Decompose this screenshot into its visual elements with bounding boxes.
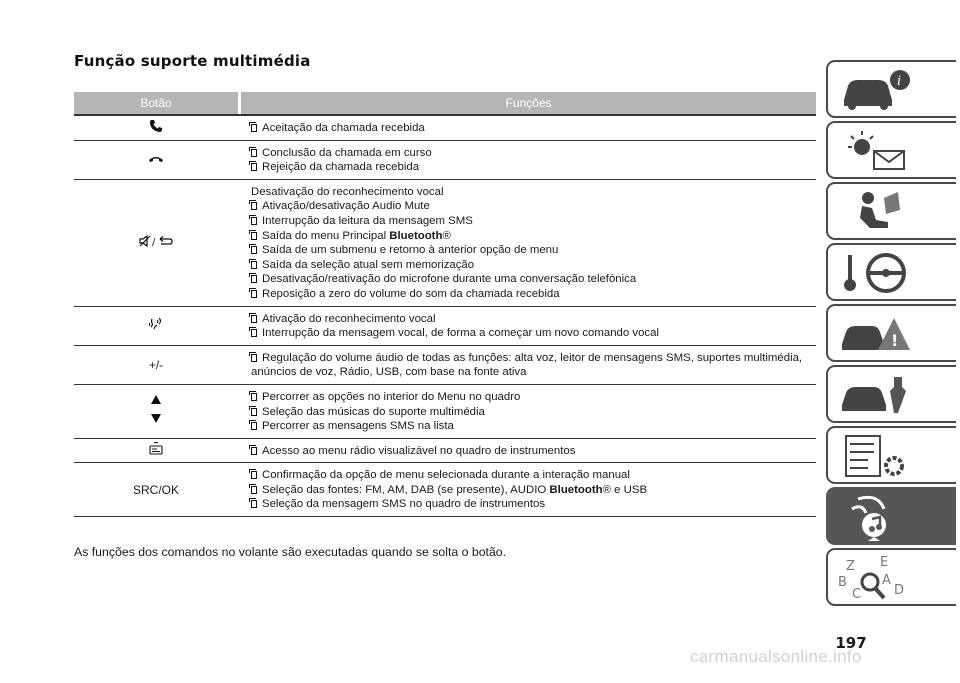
chapter-tab[interactable] [826,121,956,179]
function-text: Saída do menu Principal [262,229,390,242]
functions-cell [238,346,816,384]
phone-accept-icon [149,119,163,136]
function-line [251,229,816,244]
bullet-icon [251,447,257,455]
function-text: Saída de um submenu e retorno à anterior opção de menu [262,244,559,257]
function-line [251,121,816,136]
bullet-icon [251,275,257,283]
page-number: 197 [835,634,867,652]
bluetooth-label: Bluetooth [549,483,603,496]
bullet-icon [251,124,257,132]
svg-text:A: A [882,573,891,588]
bullet-icon [251,163,257,171]
function-line [251,468,816,483]
bullet-icon [251,329,257,337]
function-text: Percorrer as mensagens SMS na lista [262,420,454,433]
functions-cell [238,141,816,179]
function-line [251,419,816,434]
svg-text:E: E [880,555,889,570]
button-label: +/- [148,357,164,372]
function-line [251,312,816,327]
function-text: Interrupção da leitura da mensagem SMS [262,214,473,227]
table-row [74,384,816,438]
function-line [251,199,816,214]
bullet-icon [251,261,257,269]
function-text: Ativação do reconhecimento vocal [262,312,436,325]
function-text: Conclusão da chamada em curso [262,146,432,159]
radio-display-icon [148,442,164,459]
chapter-tab[interactable] [826,426,956,484]
table-row [74,114,816,140]
function-line [251,483,816,498]
function-text: Rejeição da chamada recebida [262,161,420,174]
arrows-up-down-icon [150,393,162,430]
button-cell [74,141,238,179]
functions-cell [238,116,816,140]
function-line [251,351,816,380]
button-cell [74,385,238,438]
functions-cell [238,385,816,438]
svg-text:/: / [152,237,156,249]
bullet-icon [251,149,257,157]
function-line [251,243,816,258]
page-title: Função suporte multimédia [74,52,311,70]
bullet-icon [251,393,257,401]
bullet-icon [251,202,257,210]
phone-hangup-icon [148,153,164,167]
chapter-tab[interactable] [826,182,956,240]
button-label: SRC/OK [132,482,179,497]
table-row [74,462,816,516]
function-line [251,497,816,512]
function-text: Interrupção da mensagem vocal, de forma a começar um novo comando vocal [262,327,659,340]
table-row [74,345,816,384]
button-cell [74,439,238,463]
voice-command-icon [148,317,164,335]
bullet-icon [251,354,257,362]
functions-cell [238,180,816,306]
table-row [74,438,816,463]
button-cell [74,180,238,306]
function-text: Seleção das músicas do suporte multimédia [262,405,485,418]
button-cell [74,116,238,140]
function-line [251,287,816,302]
svg-text:D: D [894,583,905,598]
mute-return-icon [139,234,173,251]
function-line [251,326,816,341]
bullet-icon [251,217,257,225]
button-cell [74,346,238,384]
bluetooth-label: Bluetooth [389,229,443,242]
svg-text:Z: Z [846,559,855,574]
table-header [74,92,816,114]
multimedia-controls-table [74,92,816,517]
bullet-icon [251,408,257,416]
bullet-icon [251,422,257,430]
function-line [251,405,816,420]
svg-text:!: ! [891,331,899,350]
function-text: Percorrer as opções no interior do Menu no quadro [262,390,521,403]
table-row [74,179,816,306]
header-button-column: Botão [74,92,238,114]
bullet-icon [251,290,257,298]
chapter-tab[interactable] [826,365,956,423]
table-row [74,306,816,345]
chapter-tab[interactable] [826,60,956,118]
chapter-tab[interactable] [826,304,956,362]
function-line [251,160,816,175]
functions-cell [238,463,816,516]
bullet-icon [251,315,257,323]
function-line [251,214,816,229]
chapter-tab[interactable] [826,243,956,301]
button-cell [74,307,238,345]
function-text: Desativação/reativação do microfone durante uma conversação telefónica [262,273,637,286]
function-text: Aceitação da chamada recebida [262,122,425,134]
function-line [251,390,816,405]
bullet-icon [251,471,257,479]
function-line [251,258,816,273]
function-text: Regulação do volume áudio de todas as funções: alta voz, leitor de mensagens SMS, suportes multimédia, anúncios de voz, Rádio, USB, com base na fonte ativa [251,351,803,379]
bullet-icon [251,500,257,508]
function-text: Confirmação da opção de menu selecionada durante a interação manual [262,469,630,482]
bullet-icon [251,246,257,254]
function-text: Saída da seleção atual sem memorização [262,258,475,271]
header-functions-column: Funções [241,92,816,114]
function-text: Acesso ao menu rádio visualizável no quadro de instrumentos [262,444,576,457]
functions-cell [238,439,816,463]
table-row [74,140,816,179]
footnote: As funções dos comandos no volante são executadas quando se solta o botão. [74,545,507,559]
function-line [251,444,816,459]
chapter-tab[interactable] [826,487,956,545]
function-line [251,185,816,200]
bullet-icon [251,232,257,240]
svg-text:i: i [897,74,902,89]
function-text: Seleção da mensagem SMS no quadro de instrumentos [262,498,546,511]
button-cell [74,463,238,516]
function-line [251,272,816,287]
functions-cell [238,307,816,345]
function-text-suffix: ® [442,229,451,242]
function-text: Desativação do reconhecimento vocal [251,185,444,198]
watermark: carmanualsonline.info [690,647,862,666]
function-text: Seleção das fontes: FM, AM, DAB (se presente), AUDIO [262,483,550,496]
function-text: Reposição a zero do volume do som da chamada recebida [262,287,560,300]
svg-text:C: C [852,587,862,602]
svg-text:B: B [838,575,847,590]
function-line [251,146,816,161]
function-text: Ativação/desativação Audio Mute [262,200,430,213]
bullet-icon [251,486,257,494]
function-text-suffix: ® e USB [602,483,648,496]
chapter-tab[interactable] [826,548,956,606]
